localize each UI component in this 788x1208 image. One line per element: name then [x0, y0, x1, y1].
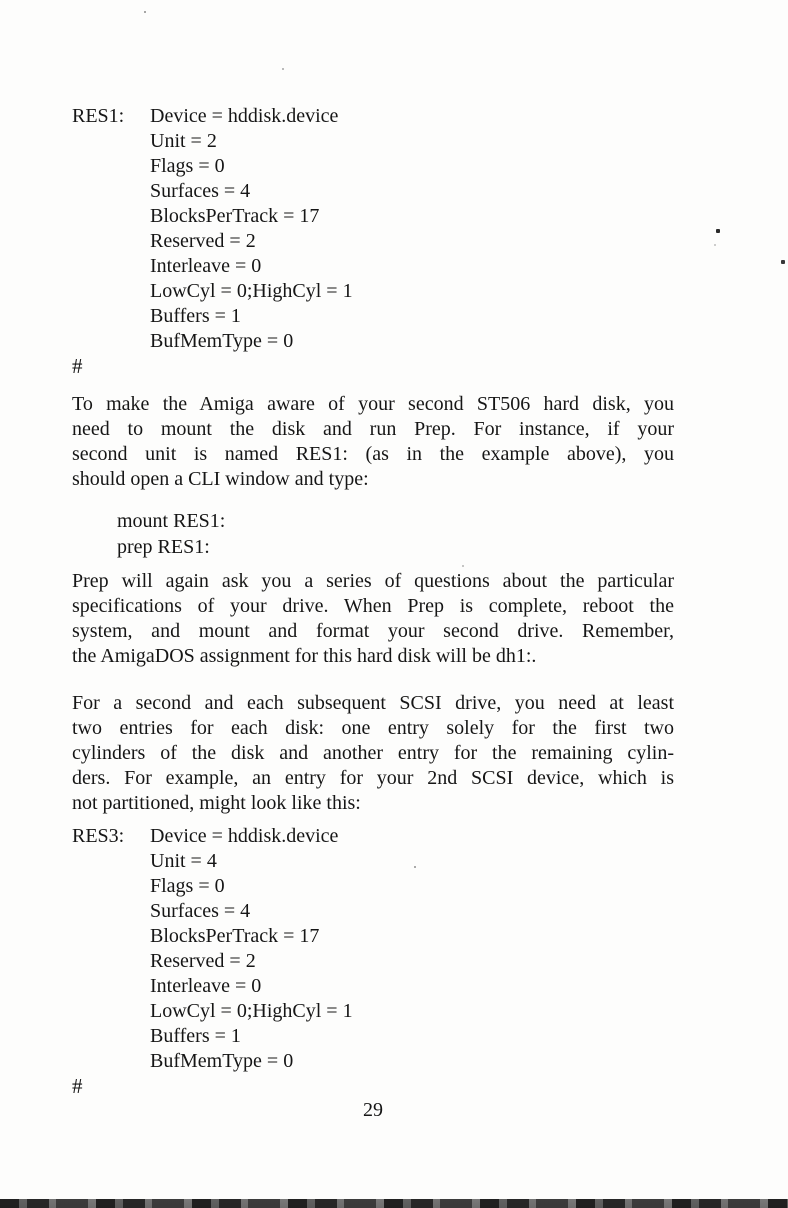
scan-speck	[714, 244, 716, 246]
paragraph-scsi-drives	[72, 691, 674, 816]
code-line: Interleave = 0	[150, 255, 262, 277]
device-name-label: RES3:	[72, 825, 125, 847]
code-line: LowCyl = 0;HighCyl = 1	[150, 1000, 353, 1022]
text-line: the AmigaDOS assignment for this hard disk will be dh1:.	[72, 645, 537, 667]
code-line: Unit = 4	[150, 850, 217, 872]
text-line: For a second and each subsequent SCSI drive, you need at least	[72, 692, 674, 714]
page-number: 29	[363, 1099, 383, 1121]
code-line: Buffers = 1	[150, 305, 241, 327]
scan-speck	[781, 260, 785, 264]
mount-entry-res3	[72, 824, 674, 1074]
paragraph-prep-questions	[72, 569, 674, 669]
text-line: should open a CLI window and type:	[72, 468, 369, 490]
code-line: BufMemType = 0	[150, 1050, 294, 1072]
scan-speck	[716, 229, 720, 233]
code-line: Flags = 0	[150, 875, 225, 897]
paragraph-intro-st506	[72, 392, 674, 492]
mount-entry-first-line	[72, 824, 674, 849]
scan-speck	[282, 68, 284, 70]
device-name-label: RES1:	[72, 105, 125, 127]
code-line: Buffers = 1	[150, 1025, 241, 1047]
entry-terminator-hash: #	[72, 354, 83, 378]
code-line: Device = hddisk.device	[150, 825, 339, 847]
scan-speck	[414, 866, 416, 868]
cli-command-lines	[72, 508, 674, 560]
code-line: Reserved = 2	[150, 950, 256, 972]
text-line: need to mount the disk and run Prep. For instance, if your	[72, 418, 674, 440]
code-line: Flags = 0	[150, 155, 225, 177]
text-line: two entries for each disk: one entry solely for the first two	[72, 717, 674, 739]
code-line: Surfaces = 4	[150, 180, 251, 202]
text-line: Prep will again ask you a series of questions about the particular	[72, 570, 674, 592]
page-content	[72, 104, 674, 1123]
text-line: To make the Amiga aware of your second ST506 hard disk, you	[72, 393, 674, 415]
code-line: BlocksPerTrack = 17	[150, 925, 320, 947]
scan-speck	[144, 11, 146, 13]
code-line: BufMemType = 0	[150, 330, 294, 352]
text-line: system, and mount and format your second drive. Remember,	[72, 620, 674, 642]
mount-entry-res1	[72, 104, 674, 354]
code-line: Reserved = 2	[150, 230, 256, 252]
code-line: Interleave = 0	[150, 975, 262, 997]
code-line: LowCyl = 0;HighCyl = 1	[150, 280, 353, 302]
text-line: second unit is named RES1: (as in the example above), you	[72, 443, 674, 465]
scan-edge-artifact	[0, 1199, 788, 1208]
text-line: ders. For example, an entry for your 2nd SCSI device, which is	[72, 767, 674, 789]
entry-terminator-hash: #	[72, 1074, 83, 1098]
mount-entry-first-line	[72, 104, 674, 129]
command-line: mount RES1:	[117, 510, 226, 532]
scan-speck	[462, 565, 464, 567]
text-line: cylinders of the disk and another entry for the remaining cylin-	[72, 742, 674, 764]
text-line: not partitioned, might look like this:	[72, 792, 361, 814]
code-line: Unit = 2	[150, 130, 217, 152]
text-line: specifications of your drive. When Prep is complete, reboot the	[72, 595, 674, 617]
code-line: Device = hddisk.device	[150, 105, 339, 127]
code-line: Surfaces = 4	[150, 900, 251, 922]
code-line: BlocksPerTrack = 17	[150, 205, 320, 227]
command-line: prep RES1:	[117, 536, 210, 558]
